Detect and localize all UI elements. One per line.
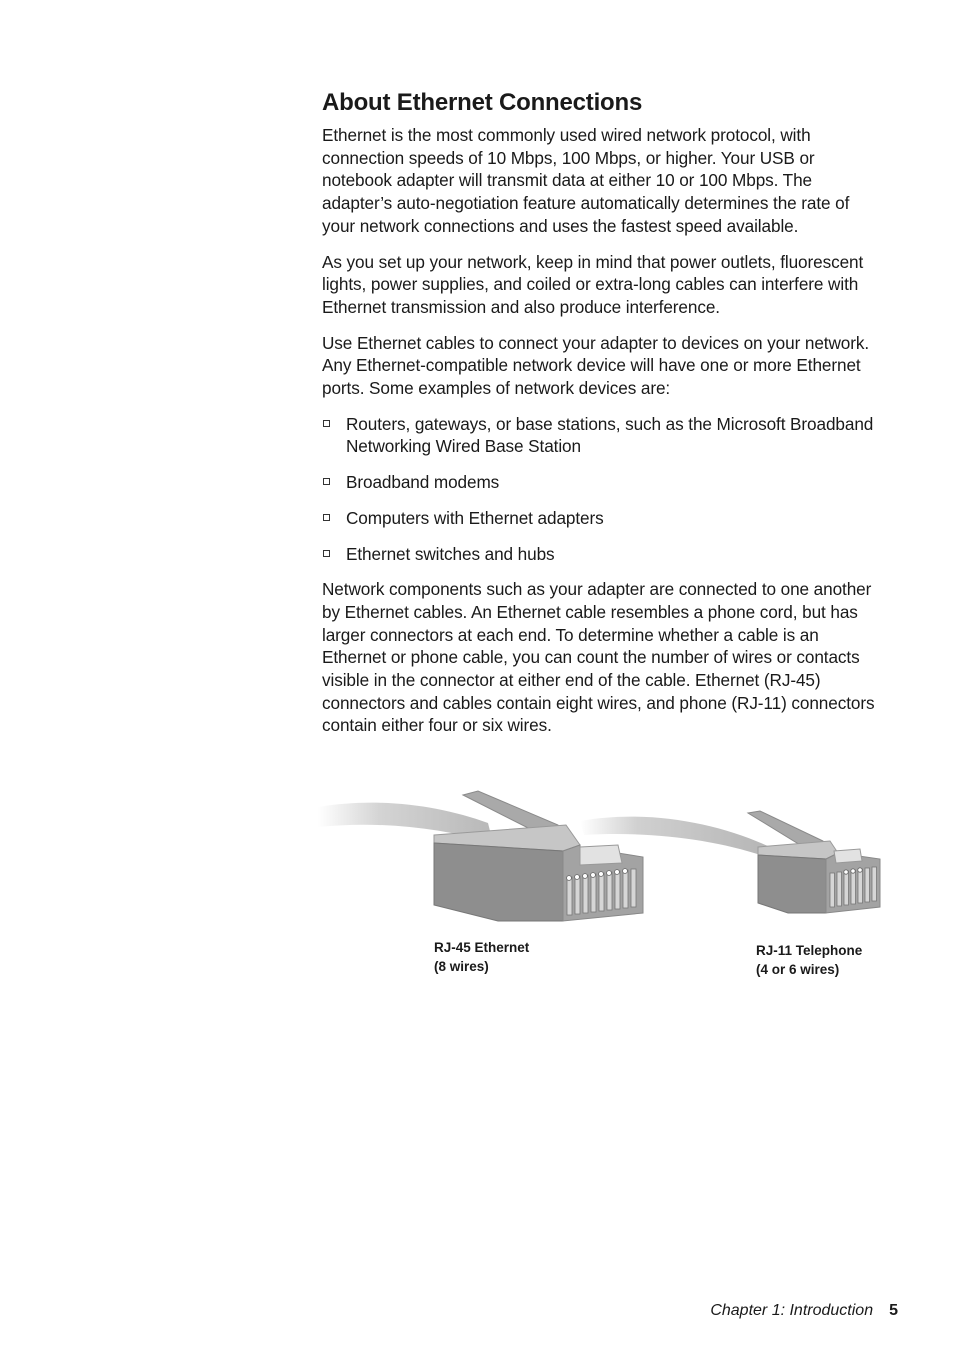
square-bullet-icon <box>323 550 330 557</box>
list-item-text: Computers with Ethernet adapters <box>346 507 604 528</box>
list-item <box>322 507 884 530</box>
list-item-text: Ethernet switches and hubs <box>346 543 555 564</box>
main-content <box>322 88 884 750</box>
rj45-caption-wires: (8 wires) <box>434 959 489 974</box>
connector-figure <box>318 785 882 985</box>
list-item <box>322 471 884 494</box>
rj11-caption <box>756 941 862 979</box>
paragraph-devices: Use Ethernet cables to connect your adapter to devices on your network. Any Ethernet-compatible network device will have one or more Ethernet ports. Some examples of network devices are: <box>322 332 870 399</box>
rj45-caption-title: RJ-45 Ethernet <box>434 940 530 955</box>
rj11-caption-wires: (4 or 6 wires) <box>756 962 840 977</box>
page-number: 5 <box>889 1302 898 1319</box>
page-footer <box>710 1300 898 1322</box>
paragraph-cables: Network components such as your adapter are connected to one another by Ethernet cables. An Ethernet cable resembles a phone cord, but has larger connectors at each end. To determine whether a cable is an Ethernet or phone cable, you can count the number of wires or contacts visible in the connector at either end of the cable. Ethernet (RJ-45) connectors and cables contain eight wires, and phone (RJ-11) connectors contain either four or six wires. <box>322 579 875 736</box>
paragraph-interference: As you set up your network, keep in mind that power outlets, fluorescent lights, power supplies, and coiled or extra-long cables can interfere with Ethernet transmission and also produce interference. <box>322 251 864 317</box>
device-list <box>322 413 884 566</box>
rj11-caption-title: RJ-11 Telephone <box>756 943 863 958</box>
square-bullet-icon <box>323 514 330 521</box>
list-item <box>322 413 884 458</box>
square-bullet-icon <box>323 420 330 427</box>
rj45-connector-icon <box>318 791 643 921</box>
list-item-text: Routers, gateways, or base stations, such as the Microsoft Broadband Networking Wired Base Station <box>346 413 874 457</box>
list-item-text: Broadband modems <box>346 472 500 493</box>
chapter-label: Chapter 1: Introduction <box>710 1302 874 1319</box>
paragraph-ethernet-intro: Ethernet is the most commonly used wired network protocol, with connection speeds of 10 Mbps, 100 Mbps, or higher. Your USB or notebook adapter will transmit data at either 10 or 100 Mbps. The adapter’s auto-negotiation feature automatically determines the rate of your network connections and uses the fastest speed available. <box>322 125 850 236</box>
list-item <box>322 543 884 566</box>
connector-illustration <box>318 785 882 935</box>
page-heading: About Ethernet Connections <box>322 89 643 116</box>
square-bullet-icon <box>323 478 330 485</box>
rj45-caption <box>434 938 529 976</box>
